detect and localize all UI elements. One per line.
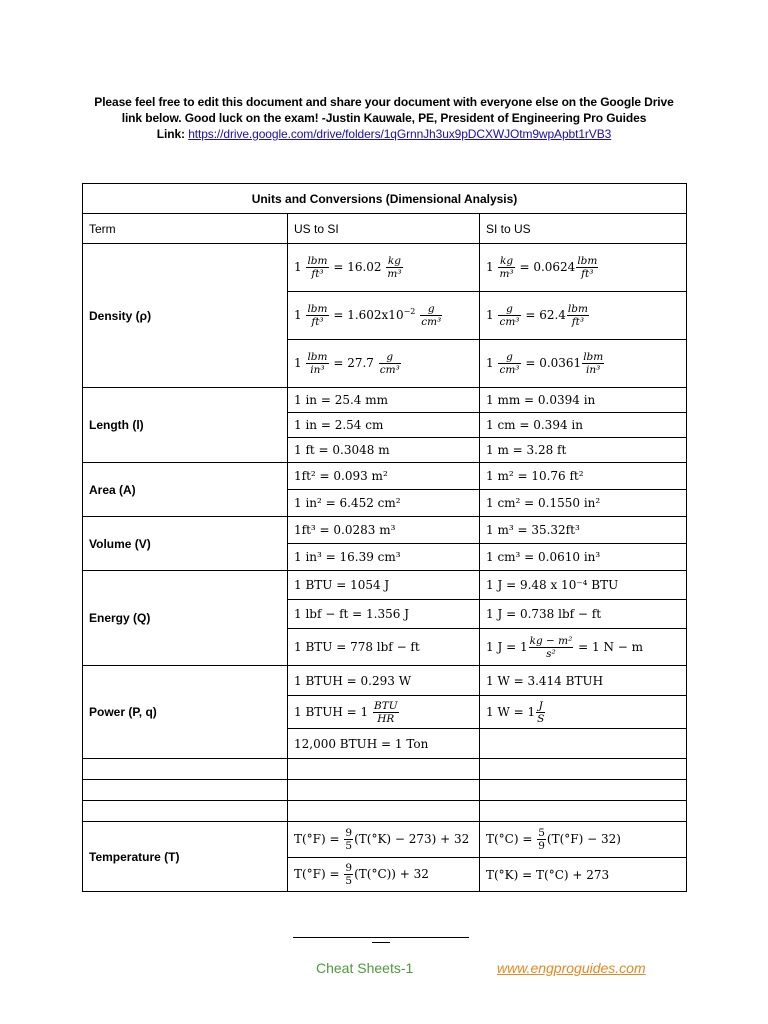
temperature-us-2: T(°F) = $\frac{9}{5}$ (T(°C)) + 32 <box>288 858 480 892</box>
empty-cell <box>288 759 480 780</box>
empty-cell <box>288 801 480 822</box>
energy-si-3: 1 J = 1 $\frac{\text{kg − m²}}{\text{s²}}$ = 1 N − m <box>480 629 687 666</box>
intro-line-1: Please feel free to edit this document and share your document with everyone else on the Google Drive <box>94 95 674 109</box>
density-us-2: 1 $\frac{\text{lbm}}{\text{ft³}}$ = $1.602x10^{-2}$ $\frac{g}{\text{cm³}}$ <box>288 292 480 340</box>
power-si-1: 1 W = 3.414 BTUH <box>480 666 687 696</box>
header-us-to-si: US to SI <box>288 214 480 244</box>
term-density: Density (ρ) <box>83 244 288 388</box>
empty-cell <box>288 780 480 801</box>
term-volume: Volume (V) <box>83 517 288 571</box>
conversion-table <box>82 183 687 892</box>
power-si-3-empty <box>480 729 687 759</box>
intro-paragraph <box>60 94 708 142</box>
intro-line-2: link below. Good luck on the exam! -Justin Kauwale, PE, President of Engineering Pro Guides <box>121 111 647 125</box>
density-si-2-value: 62.4 <box>539 308 566 322</box>
intro-link-line <box>60 126 708 142</box>
power-us-1: 1 BTUH = 0.293 W <box>288 666 480 696</box>
length-si-2: 1 cm = 0.394 in <box>480 413 687 438</box>
empty-cell <box>480 780 687 801</box>
energy-si-2: 1 J = 0.738 lbf − ft <box>480 600 687 629</box>
footer-divider-tick <box>372 942 390 943</box>
power-us-3: 12,000 BTUH = 1 Ton <box>288 729 480 759</box>
footer-divider <box>293 937 469 938</box>
term-power: Power (P, q) <box>83 666 288 759</box>
empty-cell <box>480 801 687 822</box>
density-us-1: 1 $\frac{\text{lbm}}{\text{ft³}}$ = 16.02 $\frac{kg}{\text{m³}}$ <box>288 244 480 292</box>
term-area: Area (A) <box>83 463 288 517</box>
volume-us-1: 1ft³ = 0.0283 m³ <box>288 517 480 544</box>
power-us-2: 1 BTUH = 1 $\frac{\text{BTU}}{HR}$ <box>288 696 480 729</box>
density-si-1: 1 $\frac{kg}{\text{m³}}$ = 0.0624 $\frac{\text{lbm}}{\text{ft³}}$ <box>480 244 687 292</box>
empty-cell <box>83 780 288 801</box>
temperature-si-1-right: (T(°F) − 32) <box>546 832 621 846</box>
density-si-1-value: 0.0624 <box>533 260 576 274</box>
energy-us-3: 1 BTU = 778 lbf − ft <box>288 629 480 666</box>
header-si-to-us: SI to US <box>480 214 687 244</box>
area-us-2: 1 in² = 6.452 cm² <box>288 490 480 517</box>
density-us-2-value: 1.602x10 <box>347 308 404 322</box>
footer-website-link[interactable]: www.engproguides.com <box>497 960 646 976</box>
link-label: Link: <box>156 127 185 141</box>
energy-si-1: 1 J = 9.48 x 10⁻⁴ BTU <box>480 571 687 600</box>
area-us-1: 1ft² = 0.093 m² <box>288 463 480 490</box>
temperature-us-1: T(°F) = $\frac{9}{5}$ (T(°K) − 273) + 32 <box>288 822 480 858</box>
table-title: Units and Conversions (Dimensional Analysis) <box>83 184 687 214</box>
empty-cell <box>480 759 687 780</box>
empty-cell <box>83 801 288 822</box>
density-us-3-value: 27.7 <box>347 356 374 370</box>
term-energy: Energy (Q) <box>83 571 288 666</box>
density-us-1-value: 16.02 <box>347 260 382 274</box>
energy-si-3-right: = 1 N − m <box>578 639 644 654</box>
density-si-2: 1 $\frac{g}{\text{cm³}}$ = 62.4 $\frac{\text{lbm}}{\text{ft³}}$ <box>480 292 687 340</box>
temperature-si-2: T(°K) = T(°C) + 273 <box>480 858 687 892</box>
area-si-2: 1 cm² = 0.1550 in² <box>480 490 687 517</box>
length-us-1: 1 in = 25.4 mm <box>288 388 480 413</box>
power-si-2: 1 W = 1 $\frac{J}{S}$ <box>480 696 687 729</box>
drive-link[interactable]: https://drive.google.com/drive/folders/1qGrnnJh3ux9pDCXWJOtm9wpApbt1rVB3 <box>188 127 612 141</box>
volume-us-2: 1 in³ = 16.39 cm³ <box>288 544 480 571</box>
temperature-us-1-right: (T(°K) − 273) + 32 <box>354 832 470 846</box>
density-si-3: 1 $\frac{g}{\text{cm³}}$ = 0.0361 $\frac{\text{lbm}}{\text{in³}}$ <box>480 340 687 388</box>
temperature-us-2-right: (T(°C)) + 32 <box>354 867 429 881</box>
term-temperature: Temperature (T) <box>83 822 288 892</box>
density-us-3: 1 $\frac{\text{lbm}}{\text{in³}}$ = 27.7 $\frac{g}{\text{cm³}}$ <box>288 340 480 388</box>
footer-page-label: Cheat Sheets-1 <box>316 960 414 976</box>
length-si-1: 1 mm = 0.0394 in <box>480 388 687 413</box>
volume-si-1: 1 m³ = 35.32ft³ <box>480 517 687 544</box>
length-us-3: 1 ft = 0.3048 m <box>288 438 480 463</box>
density-us-2-exponent: −2 <box>403 307 416 316</box>
area-si-1: 1 m² = 10.76 ft² <box>480 463 687 490</box>
energy-us-1: 1 BTU = 1054 J <box>288 571 480 600</box>
temperature-si-1: T(°C) = $\frac{5}{9}$ (T(°F) − 32) <box>480 822 687 858</box>
energy-us-2: 1 lbf − ft = 1.356 J <box>288 600 480 629</box>
density-si-3-value: 0.0361 <box>539 356 582 370</box>
empty-cell <box>83 759 288 780</box>
length-si-3: 1 m = 3.28 ft <box>480 438 687 463</box>
term-length: Length (l) <box>83 388 288 463</box>
header-term: Term <box>83 214 288 244</box>
volume-si-2: 1 cm³ = 0.0610 in³ <box>480 544 687 571</box>
length-us-2: 1 in = 2.54 cm <box>288 413 480 438</box>
